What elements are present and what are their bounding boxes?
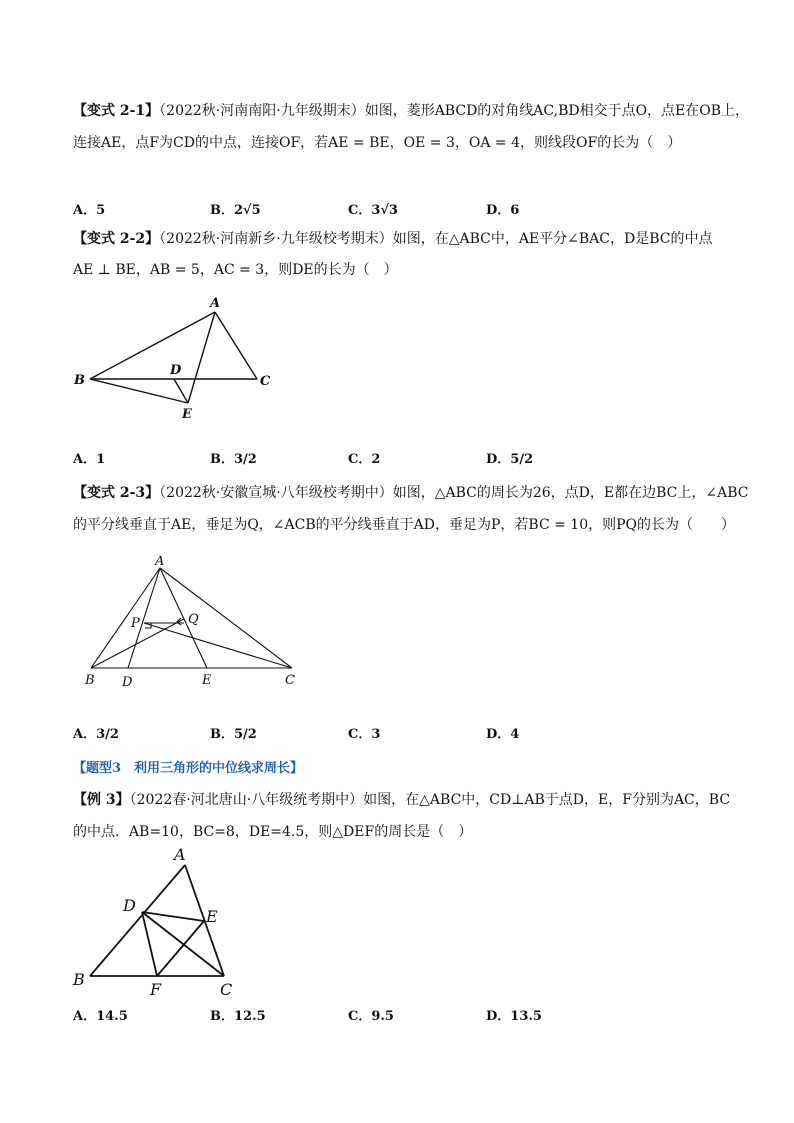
p4-label-a: A	[174, 845, 186, 864]
p3-label-q: Q	[188, 612, 199, 627]
p4-option-d: D．13.5	[486, 1009, 542, 1024]
p3-figure	[78, 556, 308, 691]
p3-label-e: E	[202, 673, 212, 688]
p2-option-b: B．3/2	[210, 452, 257, 467]
p4-option-a: A．14.5	[73, 1009, 128, 1024]
p2-tag: 【变式 2-2】	[73, 231, 160, 247]
p3-label-a: A	[155, 556, 165, 569]
p3-label-p: P	[131, 616, 140, 631]
p1-option-d: D．6	[486, 203, 520, 218]
p2-label-e: E	[182, 407, 192, 422]
p1-text1: （2022秋·河南南阳·九年级期末）如图，菱形ABCD的对角线AC,BD相交于点O，点E在OB上，	[159, 103, 750, 119]
p4-options	[73, 1005, 773, 1025]
p3-option-d: D．4	[486, 727, 520, 742]
p3-label-b: B	[85, 673, 95, 688]
p4-label-b: B	[73, 970, 85, 989]
p4-line2: 的中点．AB=10，BC=8，DE=4.5，则△DEF的周长是（ ）	[73, 824, 473, 840]
p4-label-f: F	[150, 980, 162, 998]
p2-option-c: C．2	[348, 452, 381, 467]
p3-option-a: A．3/2	[73, 727, 119, 742]
p2-label-a: A	[210, 296, 221, 311]
p2-line2: AE ⊥ BE，AB = 5，AC = 3，则DE的长为（ ）	[73, 262, 398, 278]
p2-figure	[70, 290, 290, 425]
p1-options	[73, 199, 773, 219]
p2-option-a: A．1	[73, 452, 106, 467]
p4-label-e: E	[206, 907, 218, 926]
p1-option-a: A．5	[73, 203, 106, 218]
p2-text1: （2022秋·河南新乡·九年级校考期末）如图，在△ABC中，AE平分∠BAC，D是BC的中点	[159, 231, 713, 247]
p1-option-b: B．2√5	[210, 203, 261, 218]
p4-option-b: B．12.5	[210, 1009, 266, 1024]
p2-label-c: C	[260, 374, 271, 389]
p3-label-c: C	[285, 673, 295, 688]
p2-options	[73, 448, 773, 468]
p4-label-d: D	[123, 896, 136, 915]
p3-label-d: D	[122, 675, 133, 690]
p3-text1: （2022秋·安徽宣城·八年级校考期中）如图，△ABC的周长为26，点D，E都在边BC上，∠ABC	[159, 485, 749, 501]
p1-tag: 【变式 2-1】	[73, 103, 160, 119]
p1-option-c: C．3√3	[348, 203, 398, 218]
p3-line2: 的平分线垂直于AE，垂足为Q，∠ACB的平分线垂直于AD，垂足为P，若BC = 10，则PQ的长为（ ）	[73, 517, 736, 533]
p4-tag: 【例 3】	[73, 792, 130, 808]
p4-option-c: C．9.5	[348, 1009, 394, 1024]
p2-label-b: B	[74, 373, 85, 388]
p3-line1	[73, 484, 748, 502]
p4-figure	[70, 843, 270, 998]
p3-options	[73, 723, 773, 743]
p2-line1	[73, 230, 713, 248]
p2-option-d: D．5/2	[486, 452, 534, 467]
p4-line1	[73, 791, 730, 809]
p3-option-b: B．5/2	[210, 727, 257, 742]
p1-line1	[73, 102, 749, 120]
p4-label-c: C	[220, 980, 233, 998]
p3-option-c: C．3	[348, 727, 381, 742]
p3-tag: 【变式 2-3】	[73, 485, 160, 501]
p4-text1: （2022春·河北唐山·八年级统考期中）如图，在△ABC中，CD⊥AB于点D，E，F分别为AC，BC	[129, 792, 731, 808]
section-heading: 【题型3 利用三角形的中位线求周长】	[73, 761, 304, 776]
p1-line2: 连接AE，点F为CD的中点，连接OF，若AE = BE，OE = 3，OA = 4，则线段OF的长为（ ）	[73, 135, 682, 151]
p2-label-d: D	[170, 363, 182, 378]
